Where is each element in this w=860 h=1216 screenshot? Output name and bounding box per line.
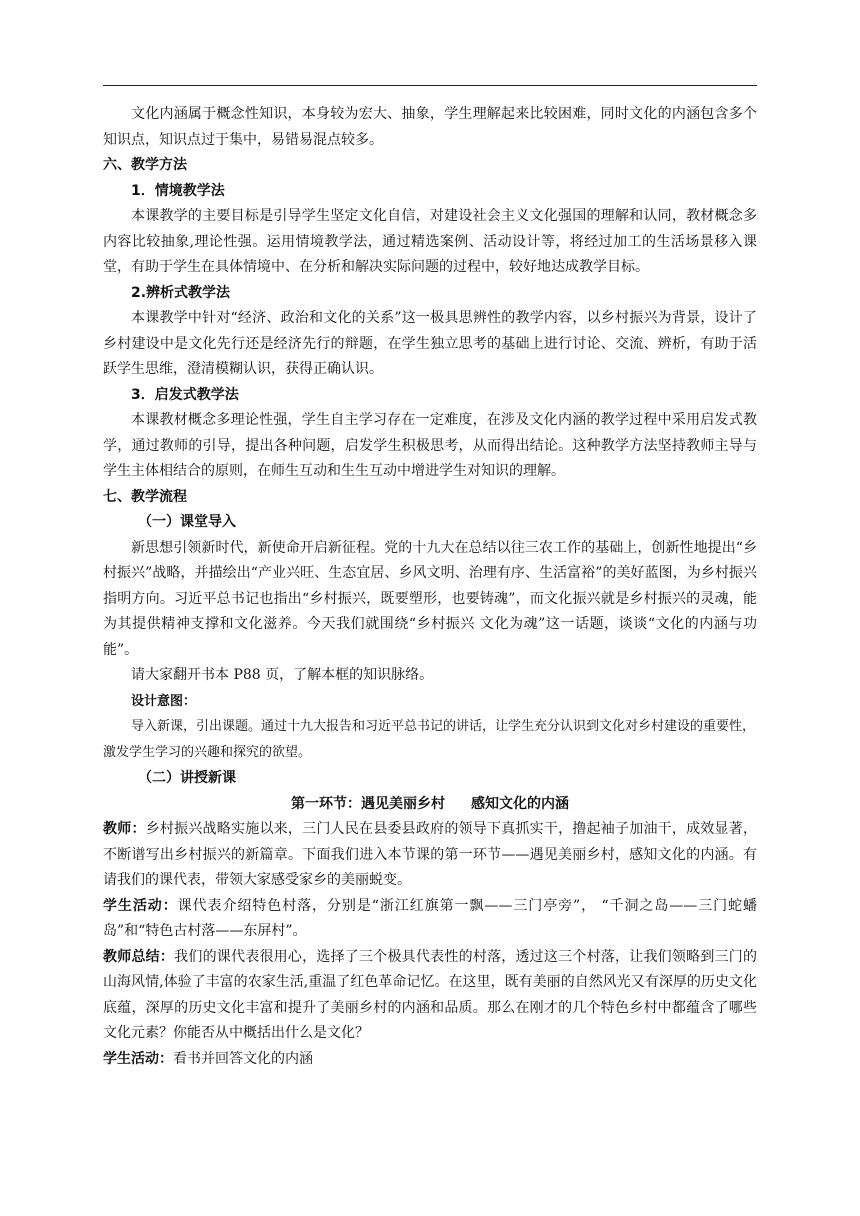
header-rule xyxy=(103,85,757,86)
teacher-text: 乡村振兴战略实施以来，三门人民在县委县政府的领导下真抓实干，撸起袖子加油干，成效显著，不断谱写出乡村振兴的新篇章。下面我们进入本节课的第一环节——遇见美丽乡村，感知文化的内涵。有请我们的课代表，带领大家感受家乡的美丽蜕变。 xyxy=(103,821,758,888)
method-3-text: 本课教材概念多理论性强，学生自主学习存在一定难度，在涉及文化内涵的教学过程中采用启发式教学，通过教师的引导，提出各种问题，启发学生积极思考，从而得出结论。这种教学方法坚持教师主导与学生主体相结合的原则，在师生互动和生生互动中增进学生对知识的理解。 xyxy=(103,412,757,479)
link-1-heading xyxy=(103,792,757,818)
method-2-heading: 2.辨析式教学法 xyxy=(131,284,231,301)
student-activity-2 xyxy=(103,1047,757,1073)
section-7-heading: 七、教学流程 xyxy=(103,488,187,505)
design-intent-text: 导入新课，引出课题。通过十九大报告和习近平总书记的讲话，让学生充分认识到文化对乡村建设的重要性，激发学生学习的兴趣和探究的欲望。 xyxy=(103,719,756,760)
part-1-text-2: 请大家翻开书本 P88 页，了解本框的知识脉络。 xyxy=(131,667,434,683)
student-activity-1-label: 学生活动： xyxy=(103,897,178,914)
method-2-text: 本课教学中针对“经济、政治和文化的关系”这一极具思辨性的教学内容，以乡村振兴为背景，设计了乡村建设中是文化先行还是经济先行的辩题，在学生独立思考的基础上进行讨论、交流、辨析，有助于活跃学生思维，澄清模糊认识，获得正确认识。 xyxy=(103,310,757,377)
teacher-paragraph xyxy=(103,817,757,894)
student-activity-1-text: 课代表介绍特色村落，分别是“浙江红旗第一飘——三门亭旁”， “千洞之岛——三门蛇蟠岛”和“特色古村落——东屏村”。 xyxy=(103,897,758,939)
method-1-text: 本课教学的主要目标是引导学生坚定文化自信，对建设社会主义文化强国的理解和认同，教材概念多内容比较抽象,理论性强。运用情境教学法，通过精选案例、活动设计等，将经过加工的生活场景移入课堂，有助于学生在具体情境中、在分析和解决实际问题的过程中，较好地达成教学目标。 xyxy=(103,208,757,275)
student-activity-2-label: 学生活动： xyxy=(103,1050,173,1067)
intro-paragraph: 文化内涵属于概念性知识，本身较为宏大、抽象，学生理解起来比较困难，同时文化的内涵包含多个知识点，知识点过于集中，易错易混点较多。 xyxy=(103,106,757,148)
teacher-summary-text: 我们的课代表很用心，选择了三个极具代表性的村落，透过这三个村落，让我们领略到三门的山海风情,体验了丰富的农家生活,重温了红色革命记忆。在这里，既有美丽的自然风光又有深厚的历史文化底蕴，深厚的历史文化丰富和提升了美丽乡村的内涵和品质。那么在刚才的几个特色乡村中都蕴含了哪些文化元素？你能否从中概括出什么是文化？ xyxy=(103,948,758,1041)
design-intent-label: 设计意图： xyxy=(131,693,197,709)
part-1-text: 新思想引领新时代，新使命开启新征程。党的十九大在总结以往三农工作的基础上，创新性地提出“乡村振兴”战略，并描绘出“产业兴旺、生态宜居、乡风文明、治理有序、生活富裕”的美好蓝图，为乡村振兴指明方向。习近平总书记也指出“乡村振兴，既要塑形，也要铸魂”，而文化振兴就是乡村振兴的灵魂，能为其提供精神支撑和文化滋养。今天我们就围绕“乡村振兴 文化为魂”这一话题，谈谈“文化的内涵与功能”。 xyxy=(103,539,757,658)
method-3-heading: 3．启发式教学法 xyxy=(131,386,239,403)
teacher-summary xyxy=(103,945,757,1047)
document-page xyxy=(103,102,757,1072)
student-activity-1 xyxy=(103,894,757,945)
method-1-heading: 1．情境教学法 xyxy=(131,182,225,199)
teacher-summary-label: 教师总结： xyxy=(103,948,175,965)
student-activity-2-text: 看书并回答文化的内涵 xyxy=(173,1050,313,1067)
teacher-label: 教师： xyxy=(103,821,146,837)
part-2-heading: （二）讲授新课 xyxy=(138,770,236,786)
part-1-heading: （一）课堂导入 xyxy=(138,514,236,530)
section-6-heading: 六、教学方法 xyxy=(103,157,187,173)
link-1-left: 第一环节：遇见美丽乡村 xyxy=(291,795,445,812)
link-1-right: 感知文化的内涵 xyxy=(471,795,569,812)
